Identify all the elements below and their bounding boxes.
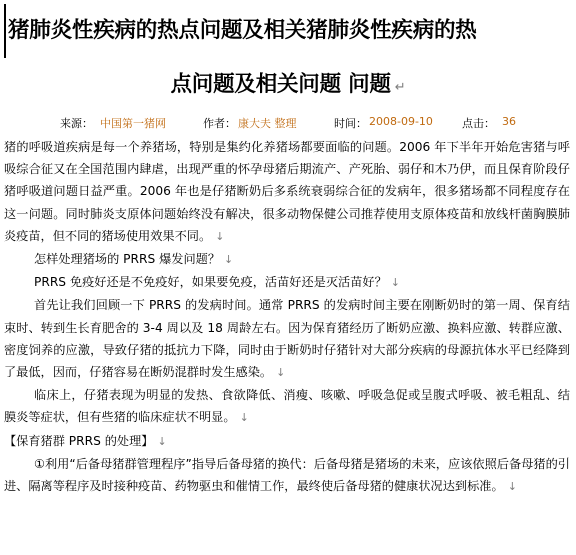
author-value: 康大夫 整理 [238,117,297,130]
title-line-2 [4,58,572,115]
article-title [4,4,572,115]
list-mark-icon: ↓ [507,480,517,494]
article-meta [0,112,576,132]
paragraph-gilts-text: ①利用“后备母猪群管理程序”指导后备母猪的换代：后备母猪是猪场的未来，应该依照后备母猪的引进、隔离等程序及时接种疫苗、药物驱虫和催情工作，最终使后备母猪的健康状况达到标准。 [4,456,570,494]
list-mark-icon: ↓ [157,434,167,448]
list-mark-icon: ↓ [390,276,400,290]
title-line-2-text: 点问题及相关问题 问题 [170,72,391,97]
list-mark-icon: ↓ [224,253,234,267]
article-body [4,136,570,498]
paragraph-gilts [4,453,570,498]
paragraph-onset-text: 首先让我们回顾一下 PRRS 的发病时间。通常 PRRS 的发病时间主要在刚断奶时的第一周、保育结束时、转到生长育肥舍的 3-4 周以及 18 周龄左右。因为保育猪经历了断奶应激、换料应激、转群应激、密度饲养的应激，导致仔猪的抵抗力下降，同时由于断奶时仔猪针对大部分疾病的母源抗体水平已经降到了最低，因而，仔猪容易在断奶混群时发生感染。 [4,298,570,380]
source-link[interactable]: 中国第一猪网 [100,117,166,130]
paragraph-mark-icon: ↵ [394,80,406,95]
question-1 [4,248,570,271]
question-1-text: 怎样处理猪场的 PRRS 爆发问题？ [34,252,221,267]
question-2-text: PRRS 免疫好还是不免疫好，如果要免疫，活苗好还是灭活苗好？ [34,275,387,290]
section-heading-text: 【保育猪群 PRRS 的处理】 [4,433,154,448]
paragraph-onset [4,294,570,384]
time-label: 时间： [334,117,367,130]
author-label: 作者： [203,117,236,130]
list-mark-icon: ↓ [276,366,286,380]
list-mark-icon: ↓ [215,229,225,243]
paragraph-clinical-text: 临床上，仔猪表现为明显的发热、食欲降低、消瘦、咳嗽、呼吸急促或呈腹式呼吸、被毛粗乱、结膜炎等症状，但有些猪的临床症状不明显。 [4,388,570,425]
clicks-value: 36 [502,115,516,128]
paragraph-intro-text: 猪的呼吸道疾病是每一个养猪场，特别是集约化养猪场都要面临的问题。2006 年下半年开始危害猪与呼吸综合征又在全国范围内肆虐，出现严重的怀孕母猪后期流产、产死胎、弱仔和木乃伊，而且保育阶段仔猪呼吸道问题日益严重。2006 年也是仔猪断奶后多系统衰弱综合征的发病年，很多猪场都不同程度存在这一问题。同时肺炎支原体问题始终没有解决，很多动物保健公司推荐使用支原体疫苗和放线杆菌胸膜肺炎疫苗，但不同的猪场使用效果不同。 [4,140,570,243]
section-heading [4,430,570,453]
clicks-label: 点击： [462,117,495,130]
paragraph-clinical [4,384,570,429]
time-value: 2008-09-10 [369,115,433,128]
list-mark-icon: ↓ [239,411,249,425]
question-2 [4,271,570,294]
source-label: 来源： [60,117,93,130]
title-line-1-text: 猪肺炎性疾病的热点问题及相关猪肺炎性疾病的热 [8,18,477,43]
paragraph-intro [4,136,570,248]
title-line-1 [4,4,572,58]
